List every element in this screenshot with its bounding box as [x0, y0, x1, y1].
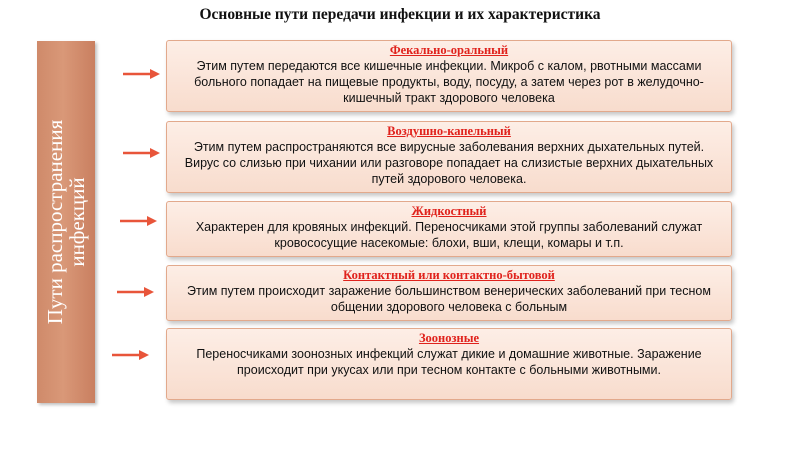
route-card-airborne [166, 121, 732, 193]
page-title: Основные пути передачи инфекции и их характеристика [199, 6, 601, 23]
route-description: Характерен для кровяных инфекций. Переносчиками этой группы заболеваний служат кровососущие насекомые: блохи, вши, клещи, комары и т.п. [195, 220, 703, 250]
route-card-fecal-oral [166, 40, 732, 112]
route-title: Контактный или контактно-бытовой [343, 268, 555, 282]
route-title: Зоонозные [418, 331, 480, 345]
side-label-line-1: Пути распространения [43, 119, 67, 325]
route-description: Переносчиками зоонозных инфекций служат дикие и домашние животные. Заражение происходит при укусах или при тесном контакте с больными животными. [196, 347, 702, 377]
arrow-right-icon [111, 349, 151, 361]
route-card-zoonotic [166, 328, 732, 400]
transmission-routes-label-box [37, 41, 95, 403]
arrow-right-icon [116, 286, 156, 298]
route-card-contact [166, 265, 732, 321]
arrow-right-icon [122, 68, 162, 80]
route-title: Фекально-оральный [389, 43, 509, 57]
route-card-liquid [166, 201, 732, 257]
arrow-right-icon [119, 215, 159, 227]
route-title: Жидкостный [411, 204, 487, 218]
route-description: Этим путем передаются все кишечные инфекции. Микроб с калом, рвотными массами больного попадает на пищевые продукты, воду, посуду, а затем через рот в желудочно-кишечный тракт здорового человека [194, 59, 704, 105]
route-description: Этим путем происходит заражение большинством венерических заболеваний при тесном общении здорового человека с больным [187, 284, 711, 314]
arrow-right-icon [122, 147, 162, 159]
side-label-line-2: инфекций [65, 177, 89, 267]
route-description: Этим путем распространяются все вирусные заболевания верхних дыхательных путей. Вирус со слизью при чихании или разговоре попадает на слизистые верхних дыхательных путей здорового человека. [184, 140, 714, 186]
side-label [44, 42, 88, 402]
route-title: Воздушно-капельный [387, 124, 511, 138]
